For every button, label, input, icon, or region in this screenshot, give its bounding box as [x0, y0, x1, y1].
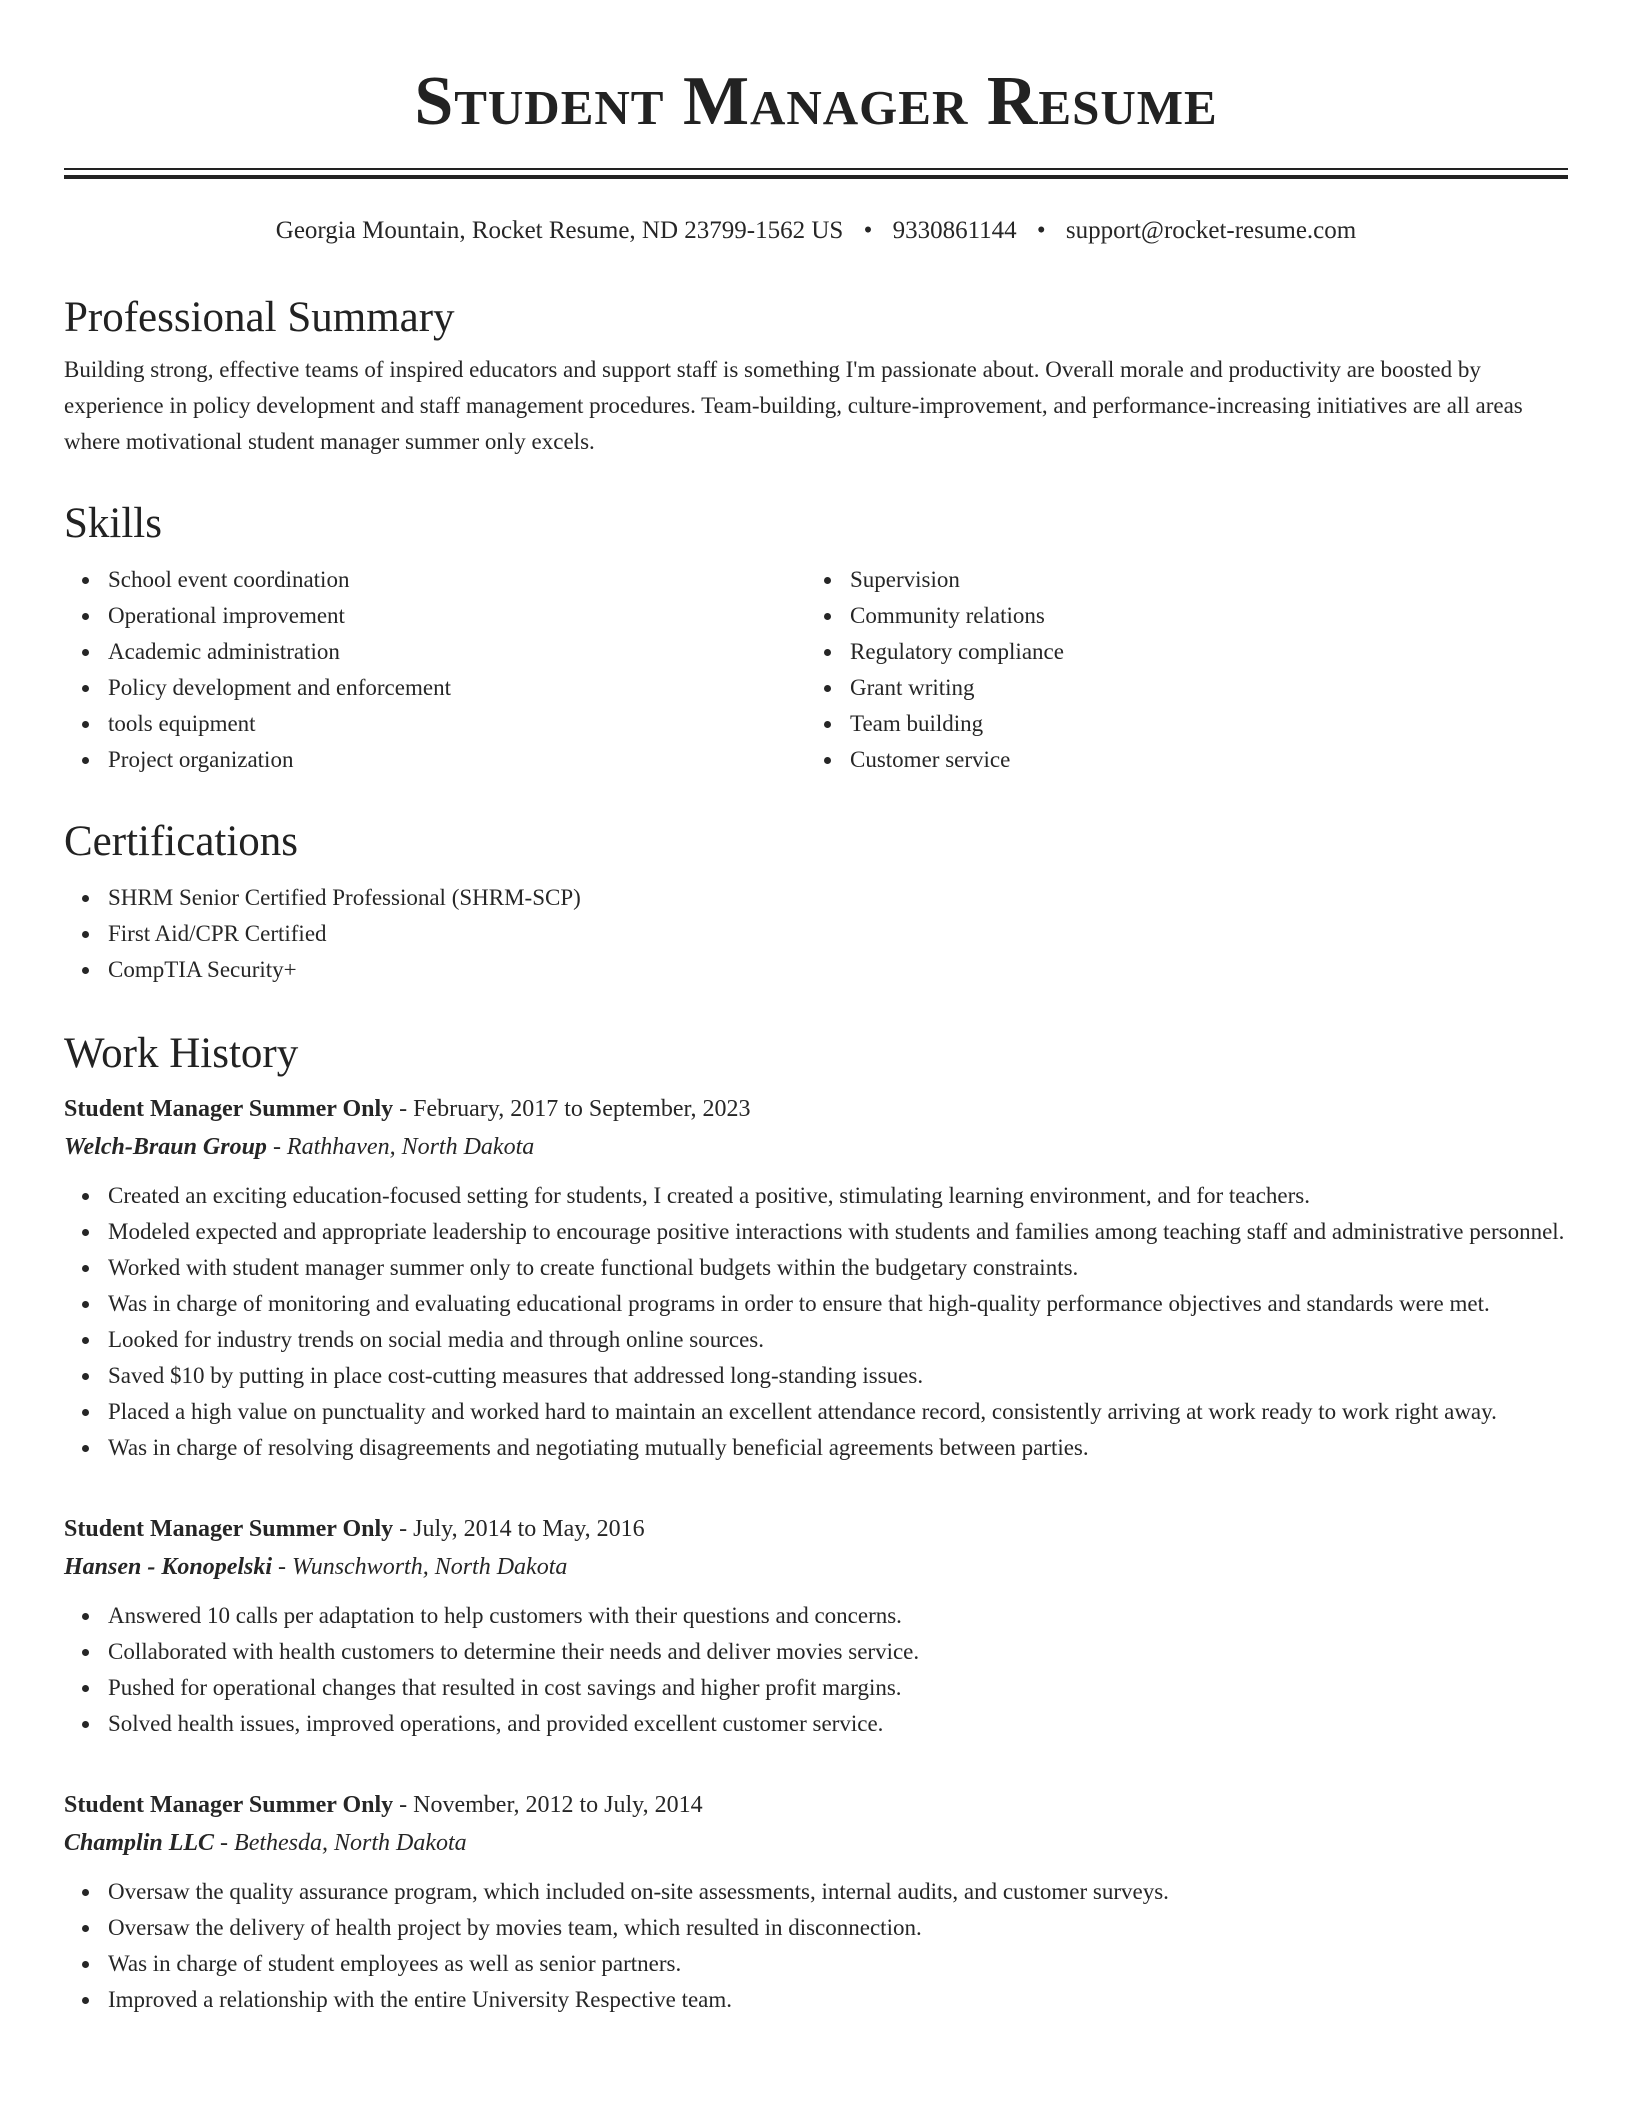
contact-separator: •	[863, 217, 873, 244]
list-item: Solved health issues, improved operations, and provided excellent customer service.	[108, 1706, 1568, 1742]
list-item: Collaborated with health customers to determine their needs and deliver movies service.	[108, 1634, 1568, 1670]
certifications-list	[64, 880, 1568, 988]
job-bullets	[64, 1874, 1568, 2018]
list-item: Improved a relationship with the entire University Respective team.	[108, 1982, 1568, 2018]
job-bullets	[64, 1598, 1568, 1742]
certifications-heading: Certifications	[64, 818, 299, 865]
list-item: Academic administration	[108, 634, 806, 670]
job-bullets	[64, 1178, 1568, 1466]
list-item: Oversaw the quality assurance program, which included on-site assessments, internal audits, and customer surveys.	[108, 1874, 1568, 1910]
job-dates: - November, 2012 to July, 2014	[393, 1792, 703, 1818]
list-item: Saved $10 by putting in place cost-cutting measures that addressed long-standing issues.	[108, 1358, 1568, 1394]
job-company: Champlin LLC	[64, 1830, 215, 1856]
job-entry	[64, 1510, 1568, 1742]
skills-heading: Skills	[64, 500, 162, 547]
job-title: Student Manager Summer Only	[64, 1516, 394, 1542]
job-location: - Rathhaven, North Dakota	[266, 1134, 535, 1160]
list-item: Regulatory compliance	[850, 634, 1548, 670]
job-entry	[64, 1090, 1568, 1466]
job-title-line	[64, 1090, 1568, 1128]
job-company-line	[64, 1548, 1568, 1586]
contact-line	[64, 215, 1568, 247]
job-dates: - July, 2014 to May, 2016	[393, 1516, 645, 1542]
job-title-line	[64, 1786, 1568, 1824]
list-item: CompTIA Security+	[108, 952, 1568, 988]
skills-column-left	[64, 562, 806, 778]
job-location: - Bethesda, North Dakota	[214, 1830, 467, 1856]
summary-heading: Professional Summary	[64, 294, 455, 341]
contact-email: support@rocket-resume.com	[1065, 217, 1357, 244]
skills-columns	[64, 562, 1568, 778]
job-company-line	[64, 1128, 1568, 1166]
list-item: Looked for industry trends on social media and through online sources.	[108, 1322, 1568, 1358]
list-item: SHRM Senior Certified Professional (SHRM-SCP)	[108, 880, 1568, 916]
work-history-heading: Work History	[64, 1030, 299, 1077]
list-item: Pushed for operational changes that resulted in cost savings and higher profit margins.	[108, 1670, 1568, 1706]
list-item: Grant writing	[850, 670, 1548, 706]
job-company-line	[64, 1824, 1568, 1862]
job-dates: - February, 2017 to September, 2023	[393, 1096, 751, 1122]
title-rule-thick	[64, 175, 1568, 179]
list-item: Created an exciting education-focused setting for students, I created a positive, stimulating learning environment, and for teachers.	[108, 1178, 1568, 1214]
list-item: School event coordination	[108, 562, 806, 598]
list-item: Supervision	[850, 562, 1548, 598]
list-item: Operational improvement	[108, 598, 806, 634]
list-item: Project organization	[108, 742, 806, 778]
list-item: Placed a high value on punctuality and worked hard to maintain an excellent attendance record, consistently arriving at work ready to work right away.	[108, 1394, 1568, 1430]
contact-phone: 9330861144	[892, 217, 1017, 244]
skills-list-left	[64, 562, 806, 778]
list-item: Oversaw the delivery of health project by movies team, which resulted in disconnection.	[108, 1910, 1568, 1946]
list-item: First Aid/CPR Certified	[108, 916, 1568, 952]
summary-text: Building strong, effective teams of inspired educators and support staff is something I'm passionate about. Overall morale and productivity are boosted by experience in policy development and staff management procedures. Team-building, culture-improvement, and performance-increasing initiatives are all areas where motivational student manager summer only excels.	[64, 357, 1523, 454]
skills-list-right	[806, 562, 1548, 778]
certifications-section	[64, 814, 1568, 988]
list-item: Modeled expected and appropriate leadership to encourage positive interactions with students and families among teaching staff and administrative personnel.	[108, 1214, 1568, 1250]
list-item: Customer service	[850, 742, 1548, 778]
job-location: - Wunschworth, North Dakota	[272, 1554, 568, 1580]
skills-column-right	[806, 562, 1548, 778]
skills-section	[64, 496, 1568, 778]
list-item: Was in charge of resolving disagreements and negotiating mutually beneficial agreements between parties.	[108, 1430, 1568, 1466]
list-item: Policy development and enforcement	[108, 670, 806, 706]
resume-title: Student Manager Resume	[414, 63, 1218, 140]
list-item: Worked with student manager summer only to create functional budgets within the budgetary constraints.	[108, 1250, 1568, 1286]
contact-address: Georgia Mountain, Rocket Resume, ND 23799-1562 US	[275, 217, 844, 244]
list-item: Team building	[850, 706, 1548, 742]
list-item: Community relations	[850, 598, 1548, 634]
summary-section	[64, 290, 1568, 460]
work-history-section	[64, 1026, 1568, 2018]
job-title-line	[64, 1510, 1568, 1548]
job-entry	[64, 1786, 1568, 2018]
job-title: Student Manager Summer Only	[64, 1096, 394, 1122]
list-item: Answered 10 calls per adaptation to help customers with their questions and concerns.	[108, 1598, 1568, 1634]
job-company: Welch-Braun Group	[64, 1134, 267, 1160]
list-item: Was in charge of monitoring and evaluating educational programs in order to ensure that high-quality performance objectives and standards were met.	[108, 1286, 1568, 1322]
title-rule-thin	[64, 168, 1568, 170]
job-company: Hansen - Konopelski	[64, 1554, 273, 1580]
contact-separator: •	[1036, 217, 1046, 244]
job-title: Student Manager Summer Only	[64, 1792, 394, 1818]
list-item: Was in charge of student employees as well as senior partners.	[108, 1946, 1568, 1982]
jobs-list	[64, 1090, 1568, 2018]
list-item: tools equipment	[108, 706, 806, 742]
